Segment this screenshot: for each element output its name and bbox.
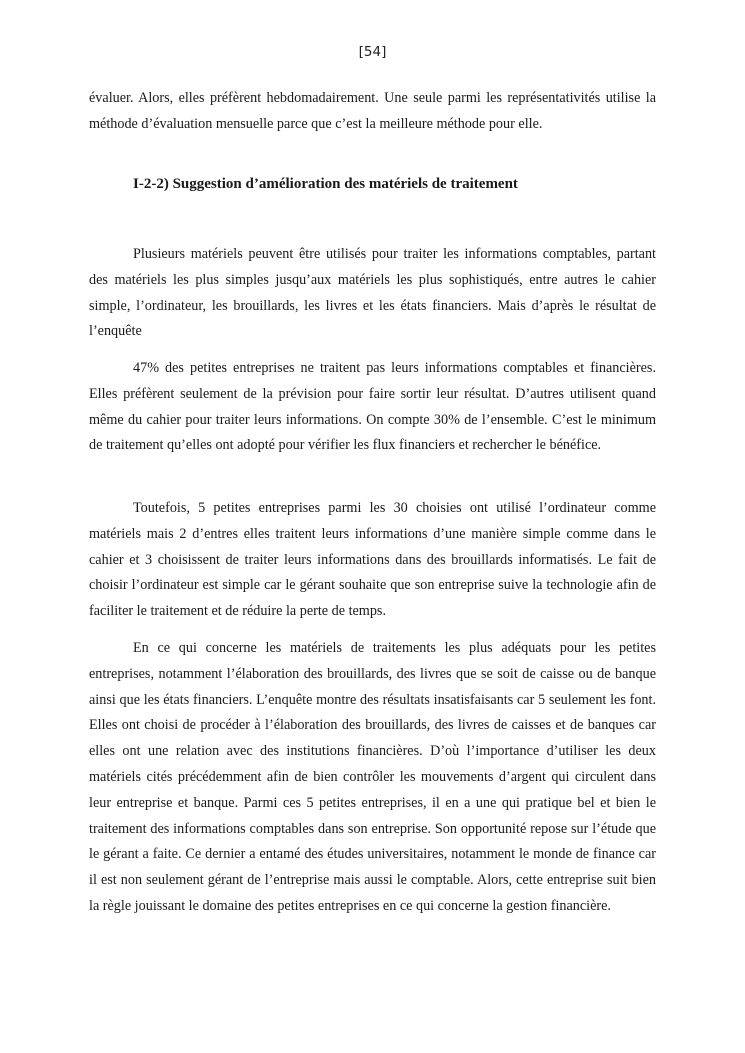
paragraph-materials: Plusieurs matériels peuvent être utilisés pour traiter les informations comptables, partant des matériels les plus simples jusqu’aux matériels les plus sophistiqués, entre autres le cahier simple, l’ordinateur, les brouillards, les livres et les états financiers. Mais d’après le résultat de l’enquête <box>89 246 656 340</box>
intro-paragraph: évaluer. Alors, elles préfèrent hebdomadairement. Une seule parmi les représentativités utilise la méthode d’évaluation mensuelle parce que c’est la meilleure méthode pour elle. <box>89 90 656 132</box>
paragraph-computer-use: Toutefois, 5 petites entreprises parmi les 30 choisies ont utilisé l’ordinateur comme matériels mais 2 d’entres elles traitent leurs informations d’une manière simple comme dans le cahier et 3 choisissent de traiter leurs informations dans des brouillards informatisés. Le fait de choisir l’ordinateur est simple car le gérant souhaite que son entreprise suive la technologie afin de faciliter le traitement et de réduire la perte de temps. <box>89 500 656 620</box>
section-heading: I-2-2) Suggestion d’amélioration des matériels de traitement <box>133 176 518 192</box>
paragraph-adequate-materials: En ce qui concerne les matériels de traitements les plus adéquats pour les petites entreprises, notamment l’élaboration des brouillards, des livres que se soit de caisse ou de banque ainsi que les états financiers. L’enquête montre des résultats insatisfaisants car 5 seulement les font. Elles ont choisi de procéder à l’élaboration des brouillards, des livres de caisses et de banques car elles ont une relation avec des institutions financières. D’où l’importance d’utiliser les deux matériels cités précédemment afin de bien contrôler les mouvements d’argent qui circulent dans leur entreprise et banque. Parmi ces 5 petites entreprises, il en a une qui pratique bel et bien le traitement des informations comptables dans son entreprise. Son opportunité repose sur l’étude que le gérant a faite. Ce dernier a entamé des études universitaires, notamment le monde de finance car il est non seulement gérant de l’entreprise mais aussi le comptable. Alors, cette entreprise suit bien la règle jouissant le domaine des petites entreprises en ce qui concerne la gestion financière. <box>89 640 656 914</box>
paragraph-survey-results: 47% des petites entreprises ne traitent pas leurs informations comptables et financières. Elles préfèrent seulement de la prévision pour faire sortir leur résultat. D’autres utilisent quand même du cahier pour traiter leurs informations. On compte 30% de l’ensemble. C’est le minimum de traitement qu’elles ont adopté pour vérifier les flux financiers et rechercher le bénéfice. <box>89 360 656 454</box>
page-number: [54] <box>358 44 387 60</box>
